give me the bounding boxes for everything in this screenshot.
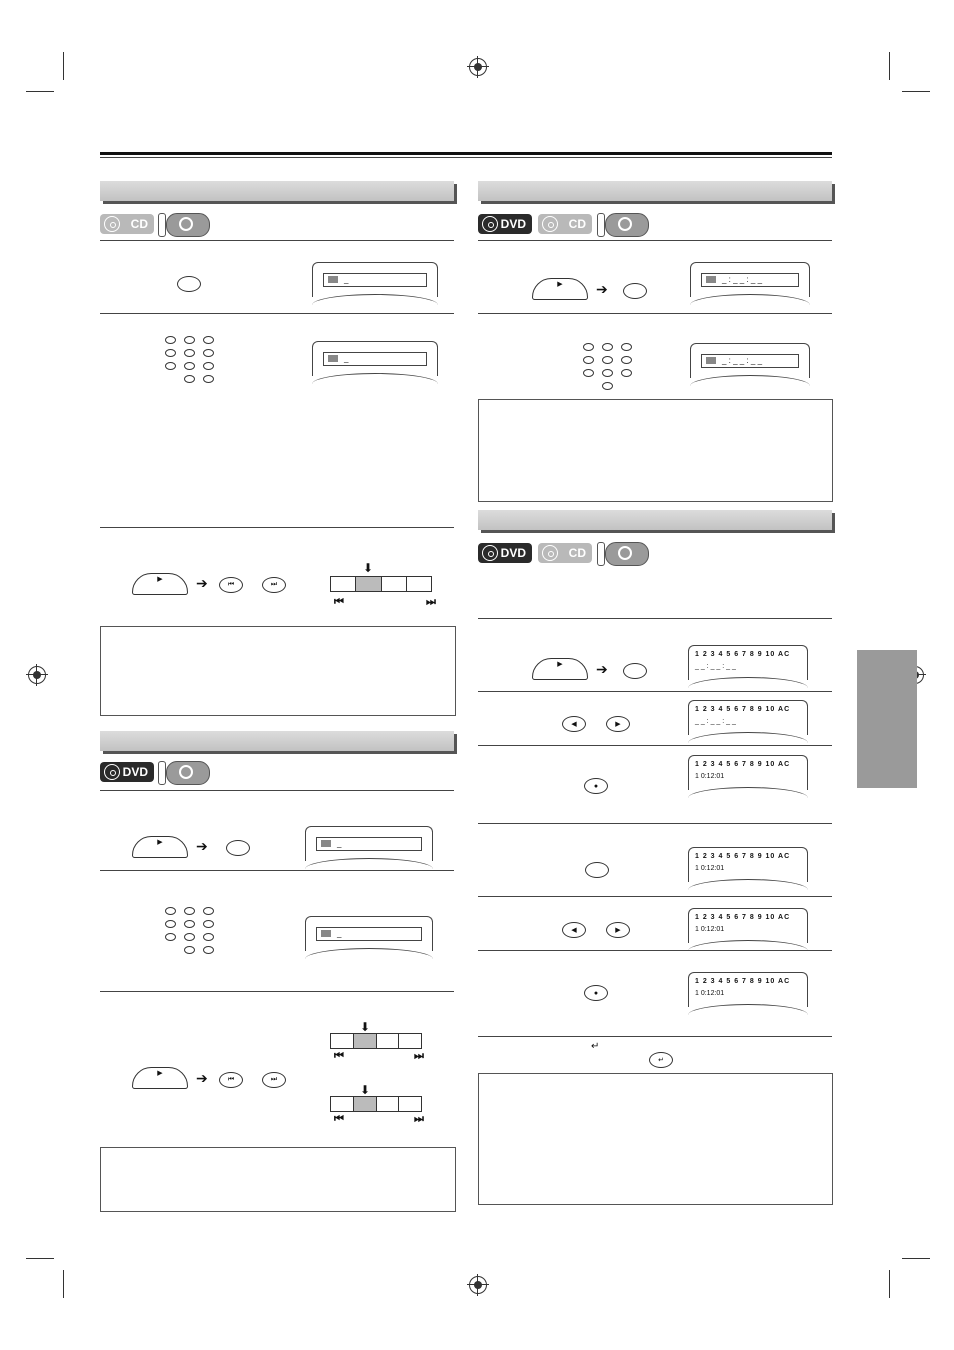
arrow-icon: ➔ — [196, 575, 208, 591]
enter-button[interactable]: ● — [584, 985, 608, 1001]
skip-forward-button[interactable]: ⏭ — [262, 577, 286, 593]
search-mode-button[interactable] — [177, 276, 201, 292]
skip-forward-button[interactable]: ⏭ — [262, 1072, 286, 1088]
number-button[interactable] — [583, 343, 594, 351]
divider — [100, 313, 454, 314]
remote-icon — [605, 542, 649, 566]
search-mode-button[interactable] — [623, 663, 647, 679]
remote-icon — [166, 213, 210, 237]
track-diagram — [330, 1096, 422, 1112]
divider — [478, 691, 832, 692]
marker-screen: 1 2 3 4 5 6 7 8 9 10 AC 1 0:12:01 — [688, 908, 808, 943]
number-button[interactable] — [203, 946, 214, 954]
marker-screen: 1 2 3 4 5 6 7 8 9 10 AC 1 0:12:01 — [688, 847, 808, 882]
divider — [478, 745, 832, 746]
toggle-icon — [597, 542, 605, 566]
prev-track-icon: ⏮ — [334, 596, 344, 608]
number-button[interactable] — [184, 336, 195, 344]
next-track-icon: ⏭ — [414, 1113, 424, 1125]
down-arrow-icon: ⬇ — [360, 1020, 371, 1034]
section-header-time-search — [478, 181, 832, 201]
side-tab — [857, 650, 917, 788]
divider — [100, 790, 454, 791]
search-mode-button[interactable] — [226, 840, 250, 856]
number-button[interactable] — [602, 369, 613, 377]
remote-icon — [166, 761, 210, 785]
number-button[interactable] — [165, 920, 176, 928]
number-button[interactable] — [184, 362, 195, 370]
crop-mark — [902, 91, 930, 92]
cd-badge: CD — [538, 214, 592, 234]
divider — [100, 991, 454, 992]
play-button[interactable]: ▶ — [132, 1067, 188, 1089]
divider — [478, 313, 832, 314]
number-button[interactable] — [203, 362, 214, 370]
registration-mark-icon — [469, 58, 487, 76]
dvd-badge: DVD — [100, 762, 154, 782]
number-button[interactable] — [203, 375, 214, 383]
arrow-icon: ➔ — [196, 1070, 208, 1086]
dvd-badge: DVD — [478, 214, 532, 234]
skip-back-button[interactable]: ⏮ — [219, 1072, 243, 1088]
left-arrow-button[interactable]: ◀ — [562, 716, 586, 732]
number-button[interactable] — [602, 356, 613, 364]
divider — [478, 240, 832, 241]
toggle-icon — [597, 213, 605, 237]
divider — [478, 618, 832, 619]
number-button[interactable] — [184, 349, 195, 357]
top-rule-thin — [100, 157, 832, 158]
divider — [478, 950, 832, 951]
number-button[interactable] — [203, 933, 214, 941]
note-box — [100, 626, 456, 716]
divider — [478, 1036, 832, 1037]
tv-screen: _ : _ _ : _ _ — [690, 262, 810, 297]
crop-mark — [63, 52, 64, 80]
toggle-icon — [158, 761, 166, 785]
cd-badge: CD — [538, 543, 592, 563]
divider — [100, 240, 454, 241]
next-track-icon: ⏭ — [414, 1050, 424, 1062]
crop-mark — [889, 1270, 890, 1298]
number-button[interactable] — [621, 369, 632, 377]
number-button[interactable] — [583, 369, 594, 377]
tv-screen: _ — [312, 262, 438, 297]
dvd-badge: DVD — [478, 543, 532, 563]
divider — [100, 870, 454, 871]
down-arrow-icon: ⬇ — [363, 561, 374, 575]
crop-mark — [902, 1258, 930, 1259]
number-button[interactable] — [203, 907, 214, 915]
toggle-icon — [158, 213, 166, 237]
cd-badge: CD — [100, 214, 154, 234]
search-mode-button[interactable] — [585, 862, 609, 878]
number-button[interactable] — [602, 343, 613, 351]
number-button[interactable] — [184, 920, 195, 928]
arrow-icon: ➔ — [596, 281, 608, 297]
number-button[interactable] — [203, 349, 214, 357]
number-button[interactable] — [621, 356, 632, 364]
crop-mark — [63, 1270, 64, 1298]
note-box — [478, 399, 833, 502]
next-track-icon: ⏭ — [426, 596, 436, 608]
number-button[interactable] — [184, 933, 195, 941]
divider — [100, 527, 454, 528]
divider — [478, 823, 832, 824]
number-button[interactable] — [203, 920, 214, 928]
number-buttons[interactable] — [165, 907, 215, 957]
return-button[interactable]: ↵ — [649, 1052, 673, 1068]
top-rule — [100, 152, 832, 155]
down-arrow-icon: ⬇ — [360, 1083, 371, 1097]
track-diagram — [330, 576, 432, 592]
prev-track-icon: ⏮ — [334, 1113, 344, 1125]
registration-mark-icon — [28, 666, 46, 684]
number-button[interactable] — [165, 907, 176, 915]
marker-screen: 1 2 3 4 5 6 7 8 9 10 AC _ _ : _ _ : _ _ — [688, 700, 808, 735]
crop-mark — [26, 91, 54, 92]
note-box — [478, 1073, 833, 1205]
number-button[interactable] — [203, 336, 214, 344]
section-header-marker-setup — [478, 510, 832, 530]
number-buttons[interactable] — [583, 343, 633, 393]
tv-screen: _ — [312, 341, 438, 376]
number-button[interactable] — [165, 933, 176, 941]
section-header-chapter-search — [100, 731, 454, 751]
number-buttons[interactable] — [165, 336, 215, 386]
divider — [478, 896, 832, 897]
tv-screen: _ — [305, 826, 433, 861]
marker-screen: 1 2 3 4 5 6 7 8 9 10 AC _ _ : _ _ : _ _ — [688, 645, 808, 680]
number-button[interactable] — [165, 336, 176, 344]
play-button[interactable]: ▶ — [132, 573, 188, 595]
arrow-icon: ➔ — [596, 661, 608, 677]
play-button[interactable]: ▶ — [532, 658, 588, 680]
enter-button[interactable]: ● — [584, 778, 608, 794]
number-button[interactable] — [583, 356, 594, 364]
tv-screen: _ — [305, 916, 433, 951]
number-button[interactable] — [184, 375, 195, 383]
left-arrow-button[interactable]: ◀ — [562, 922, 586, 938]
skip-back-button[interactable]: ⏮ — [219, 577, 243, 593]
track-diagram — [330, 1033, 422, 1049]
note-box — [100, 1147, 456, 1212]
number-button[interactable] — [184, 907, 195, 915]
section-header-track-search — [100, 181, 454, 201]
marker-screen: 1 2 3 4 5 6 7 8 9 10 AC 1 0:12:01 — [688, 755, 808, 790]
play-button[interactable]: ▶ — [532, 278, 588, 300]
number-button[interactable] — [165, 349, 176, 357]
number-button[interactable] — [621, 343, 632, 351]
number-button[interactable] — [602, 382, 613, 390]
remote-icon — [605, 213, 649, 237]
search-mode-button[interactable] — [623, 283, 647, 299]
play-button[interactable]: ▶ — [132, 836, 188, 858]
arrow-icon: ➔ — [196, 838, 208, 854]
prev-track-icon: ⏮ — [334, 1050, 344, 1062]
right-arrow-button[interactable]: ▶ — [606, 716, 630, 732]
crop-mark — [26, 1258, 54, 1259]
tv-screen: _ : _ _ : _ _ — [690, 343, 810, 378]
number-button[interactable] — [184, 946, 195, 954]
right-arrow-button[interactable]: ▶ — [606, 922, 630, 938]
number-button[interactable] — [165, 362, 176, 370]
crop-mark — [889, 52, 890, 80]
marker-screen: 1 2 3 4 5 6 7 8 9 10 AC 1 0:12:01 — [688, 972, 808, 1007]
return-icon: ↵ — [591, 1041, 600, 1052]
registration-mark-icon — [469, 1276, 487, 1294]
